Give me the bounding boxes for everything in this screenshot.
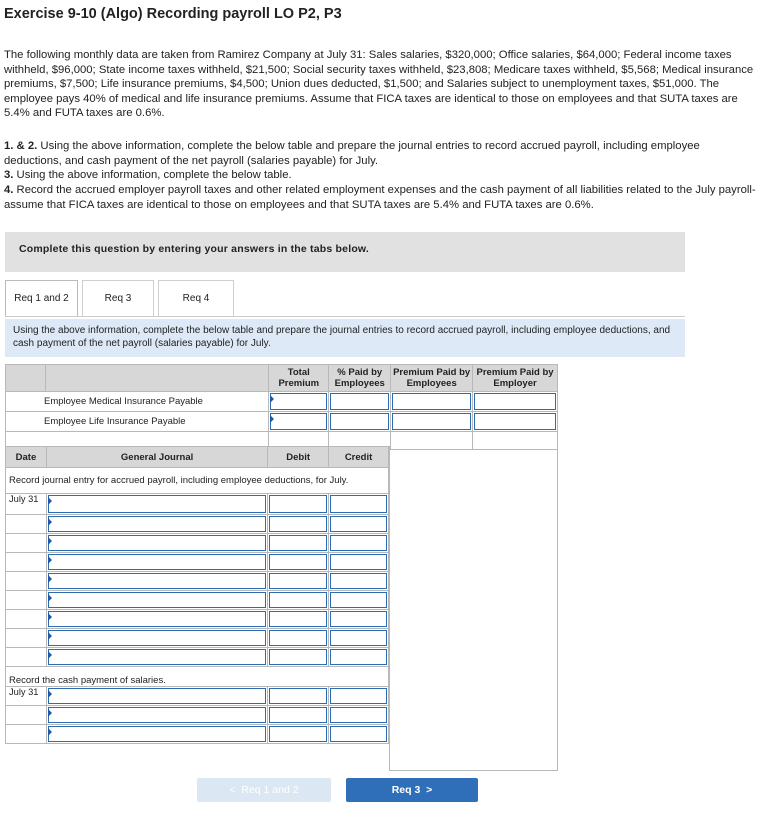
debit-input[interactable]: [268, 553, 329, 572]
instruction-3: 3. Using the above information, complete the below table.: [4, 169, 292, 181]
entry-1-description: Record journal entry for accrued payroll, including employee deductions, for July.: [6, 468, 389, 494]
medical-paid-employees-input[interactable]: [391, 392, 473, 412]
account-input[interactable]: [46, 515, 267, 534]
account-input[interactable]: [46, 725, 267, 744]
life-paid-employer-input[interactable]: [473, 412, 558, 432]
life-pct-paid-input[interactable]: [329, 412, 391, 432]
credit-input[interactable]: [329, 725, 389, 744]
tab-req-4[interactable]: Req 4: [158, 280, 234, 316]
journal-row: [6, 515, 389, 534]
medical-pct-paid-input[interactable]: [329, 392, 391, 412]
date-cell: [6, 725, 47, 744]
credit-input[interactable]: [329, 515, 389, 534]
header-general-journal: General Journal: [46, 447, 267, 468]
journal-row: [6, 494, 389, 515]
problem-statement: The following monthly data are taken from Ramirez Company at July 31: Sales salaries, $320,000; Office salaries, $64,000; Federal income taxes withheld, $96,000; State income taxes withheld, $21,500; Social security taxes withheld, $23,808; Medicare taxes withheld, $5,568; Medical insurance premiums, $7,500; Life insurance premiums, $4,500; Union dues deducted, $1,500; and Salaries subject to unemployment taxes, $51,000. The employee pays 40% of medical and life insurance premiums. Assume that FICA taxes are identical to those on employees and that SUTA taxes are 5.4% and FUTA taxes are 0.6%.: [4, 49, 754, 120]
journal-row: [6, 648, 389, 667]
debit-input[interactable]: [268, 572, 329, 591]
account-input[interactable]: [46, 534, 267, 553]
debit-input[interactable]: [268, 610, 329, 629]
table-row: [6, 412, 558, 432]
account-input[interactable]: [46, 494, 267, 515]
blank-panel: [389, 446, 558, 771]
date-cell: July 31: [6, 687, 47, 706]
debit-input[interactable]: [268, 591, 329, 610]
credit-input[interactable]: [329, 687, 389, 706]
next-button[interactable]: Req 3 >: [346, 778, 478, 802]
credit-input[interactable]: [329, 629, 389, 648]
date-cell: [6, 610, 47, 629]
header-premium-paid-employees: Premium Paid by Employees: [391, 365, 473, 392]
journal-row: [6, 591, 389, 610]
date-cell: [6, 534, 47, 553]
credit-input[interactable]: [329, 534, 389, 553]
instructions-banner: Complete this question by entering your answers in the tabs below.: [5, 232, 685, 272]
premium-table: [5, 364, 558, 450]
credit-input[interactable]: [329, 494, 389, 515]
account-input[interactable]: [46, 629, 267, 648]
medical-paid-employer-input[interactable]: [473, 392, 558, 412]
credit-input[interactable]: [329, 706, 389, 725]
row-label-medical: Employee Medical Insurance Payable: [6, 392, 269, 412]
header-date: Date: [6, 447, 47, 468]
header-premium-paid-employer: Premium Paid by Employer: [473, 365, 558, 392]
account-input[interactable]: [46, 572, 267, 591]
requirement-instructions: Using the above information, complete the below table and prepare the journal entries to record accrued payroll, including employee deductions, and cash payment of the net payroll (salaries payable) for July.: [5, 319, 685, 357]
life-paid-employees-input[interactable]: [391, 412, 473, 432]
date-cell: [6, 629, 47, 648]
credit-input[interactable]: [329, 553, 389, 572]
instruction-4: 4. Record the accrued employer payroll taxes and other related employment expenses and the cash payment of all liabilities related to the July payroll-assume that FICA taxes are identical to those on employees and that SUTA taxes are 5.4% and FUTA taxes are 0.6%.: [4, 184, 756, 211]
prev-button[interactable]: < Req 1 and 2: [197, 778, 331, 802]
tab-req-3[interactable]: Req 3: [82, 280, 154, 316]
journal-row: [6, 687, 389, 706]
date-cell: July 31: [6, 494, 47, 515]
life-total-premium-input[interactable]: [269, 412, 329, 432]
account-input[interactable]: [46, 706, 267, 725]
header-debit: Debit: [268, 447, 329, 468]
account-input[interactable]: [46, 591, 267, 610]
credit-input[interactable]: [329, 610, 389, 629]
journal-row: [6, 610, 389, 629]
journal-row: [6, 553, 389, 572]
journal-row: [6, 629, 389, 648]
account-input[interactable]: [46, 687, 267, 706]
header-credit: Credit: [329, 447, 389, 468]
debit-input[interactable]: [268, 648, 329, 667]
date-cell: [6, 515, 47, 534]
medical-total-premium-input[interactable]: [269, 392, 329, 412]
date-cell: [6, 572, 47, 591]
journal-row: [6, 725, 389, 744]
date-cell: [6, 648, 47, 667]
page-title: Exercise 9-10 (Algo) Recording payroll LO P2, P3: [4, 6, 342, 22]
debit-input[interactable]: [268, 725, 329, 744]
tab-req-1-and-2[interactable]: Req 1 and 2: [5, 280, 78, 316]
journal-row: [6, 572, 389, 591]
credit-input[interactable]: [329, 591, 389, 610]
table-row: [6, 392, 558, 412]
account-input[interactable]: [46, 553, 267, 572]
header-total-premium: Total Premium: [269, 365, 329, 392]
debit-input[interactable]: [268, 687, 329, 706]
debit-input[interactable]: [268, 629, 329, 648]
credit-input[interactable]: [329, 572, 389, 591]
date-cell: [6, 591, 47, 610]
journal-row: [6, 706, 389, 725]
entry-2-description: Record the cash payment of salaries.: [6, 667, 389, 687]
account-input[interactable]: [46, 610, 267, 629]
tab-divider: [5, 316, 685, 317]
row-label-life: Employee Life Insurance Payable: [6, 412, 269, 432]
account-input[interactable]: [46, 648, 267, 667]
debit-input[interactable]: [268, 706, 329, 725]
date-cell: [6, 553, 47, 572]
header-pct-paid-employees: % Paid by Employees: [329, 365, 391, 392]
instruction-1-2: 1. & 2. Using the above information, complete the below table and prepare the journal entries to record accrued payroll, including employee deductions, and cash payment of the net payroll (salaries payable) for July.: [4, 140, 700, 167]
journal-row: [6, 534, 389, 553]
date-cell: [6, 706, 47, 725]
credit-input[interactable]: [329, 648, 389, 667]
general-journal-table: [5, 446, 389, 744]
debit-input[interactable]: [268, 534, 329, 553]
debit-input[interactable]: [268, 494, 329, 515]
debit-input[interactable]: [268, 515, 329, 534]
